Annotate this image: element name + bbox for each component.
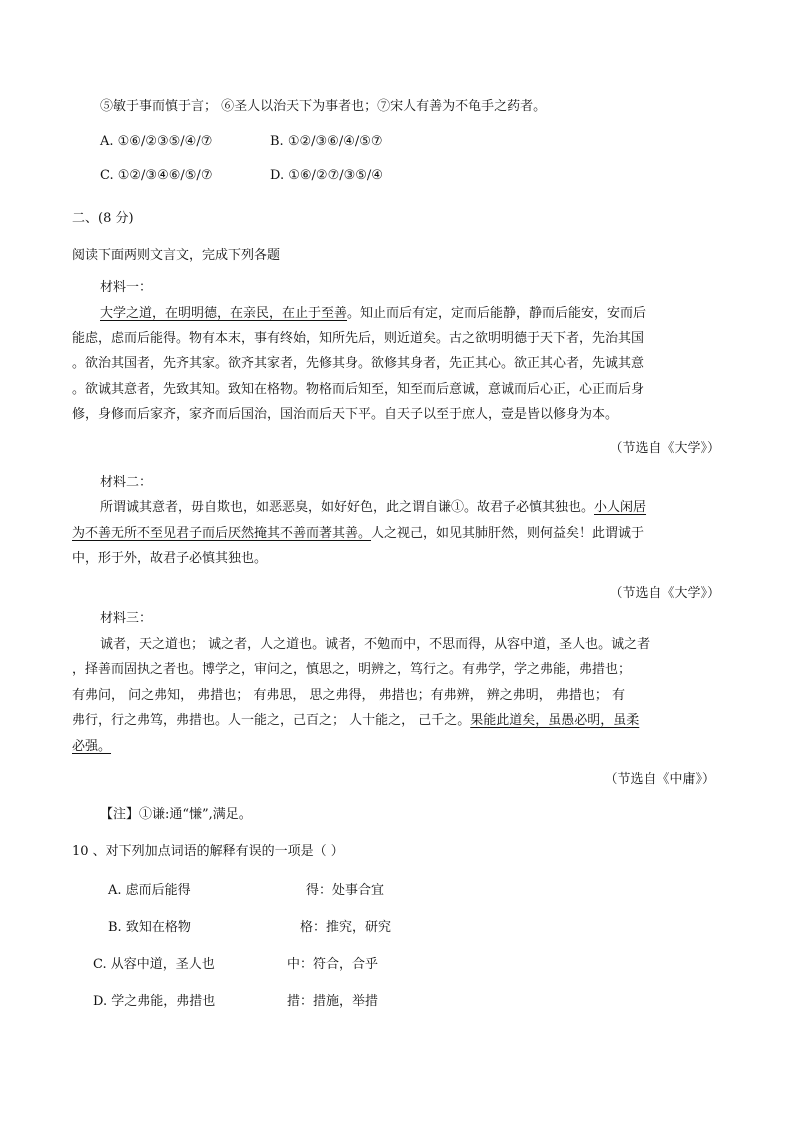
choice-d: D. ①⑥/②⑦/③⑤/④	[270, 168, 383, 183]
choice-c: C. ①②/③④⑥/⑤/⑦	[100, 168, 213, 183]
q10-option-b-gloss: 格：推究，研究	[300, 920, 392, 935]
underlined-sentence: 大学之道，在明明德，在亲民，在止于至善	[100, 306, 348, 321]
q10-option-b[interactable]: B. 致知在格物	[108, 920, 191, 935]
material-1-line-5: 修，身修而后家齐，家齐而后国治，国治而后天下平。自天子以至于庶人，壹是皆以修身为本。	[72, 407, 619, 422]
underlined-sentence: 为不善无所不至见君子而后厌然掩其不善而著其善。	[72, 526, 372, 541]
material-1-line-2: 能虑，虑而后能得。物有本末，事有终始，知所先后，则近道矣。古之欲明明德于天下者，先治其国	[72, 331, 645, 346]
underlined-sentence: 必强。	[72, 739, 112, 754]
underlined-sentence: 果能此道矣，虽愚必明，虽柔	[470, 713, 640, 728]
question-option-line: ⑤敏于事而慎于言； ⑥圣人以治天下为事者也；⑦宋人有善为不龟手之药者。	[100, 99, 547, 114]
material-1-line-1	[100, 305, 646, 323]
choice-b: B. ①②/③⑥/④/⑤⑦	[270, 134, 383, 149]
section-heading: 二、(8 分)	[72, 211, 134, 226]
material-2-line-2	[72, 525, 644, 543]
material-1-label: 材料一：	[100, 280, 153, 295]
material-2-label: 材料二：	[100, 475, 153, 490]
material-2-line-3: 中，形于外，故君子必慎其独也。	[72, 551, 268, 566]
material-3-label: 材料三：	[100, 611, 153, 626]
q10-option-a-gloss: 得：处事合宜	[306, 883, 385, 898]
material-3-source: （节选自《中庸》）	[604, 772, 715, 787]
choice-a: A. ①⑥/②③⑤/④/⑦	[100, 134, 213, 149]
section-instruction: 阅读下面两则文言文，完成下列各题	[72, 248, 281, 263]
material-3-line-3: 有弗问， 问之弗知， 弗措也； 有弗思， 思之弗得， 弗措也；有弗辨， 辨之弗明， 弗措也； 有	[72, 688, 626, 703]
q10-option-c-gloss: 中：符合，合乎	[287, 957, 379, 972]
material-2-source: （节选自《大学》）	[609, 586, 720, 601]
material-3-line-4	[72, 712, 639, 730]
text-segment: 。知止而后有定，定而后能静，静而后能安，安而后	[347, 306, 647, 321]
q10-option-a[interactable]: A. 虑而后能得	[108, 883, 191, 898]
q10-option-c[interactable]: C. 从容中道，圣人也	[93, 957, 215, 972]
q10-option-d-gloss: 措：措施，举措	[287, 994, 379, 1009]
question-10-stem: 10 、对下列加点词语的解释有误的一项是（ ）	[72, 844, 344, 859]
underlined-sentence: 小人闲居	[594, 500, 647, 515]
material-3-line-1: 诚者，天之道也； 诚之者，人之道也。诚者，不勉而中，不思而得，从容中道，圣人也。诚之者	[100, 637, 651, 652]
material-3-line-5	[72, 738, 111, 756]
annotation-note: 【注】①谦:通“慊”,满足。	[100, 807, 252, 822]
text-segment: 人之视己，如见其肺肝然，则何益矣！此谓诚于	[371, 526, 645, 541]
q10-option-d[interactable]: D. 学之弗能，弗措也	[93, 994, 216, 1009]
material-2-line-1	[100, 499, 646, 517]
material-3-line-2: ，择善而固执之者也。博学之，审问之，慎思之，明辨之，笃行之。有弗学，学之弗能，弗措也；	[72, 662, 632, 677]
material-1-line-3: 。欲治其国者，先齐其家。欲齐其家者，先修其身。欲修其身者，先正其心。欲正其心者，先诚其意	[72, 356, 645, 371]
text-segment: 所谓诚其意者，毋自欺也，如恶恶臭，如好好色，此之谓自谦①。故君子必慎其独也。	[100, 500, 595, 515]
material-1-line-4: 。欲诚其意者，先致其知。致知在格物。物格而后知至，知至而后意诚，意诚而后心正，心正而后身	[72, 382, 645, 397]
material-1-source: （节选自《大学》）	[609, 441, 720, 456]
text-segment: 弗行，行之弗笃，弗措也。人一能之，己百之； 人十能之， 己千之。	[72, 713, 471, 728]
